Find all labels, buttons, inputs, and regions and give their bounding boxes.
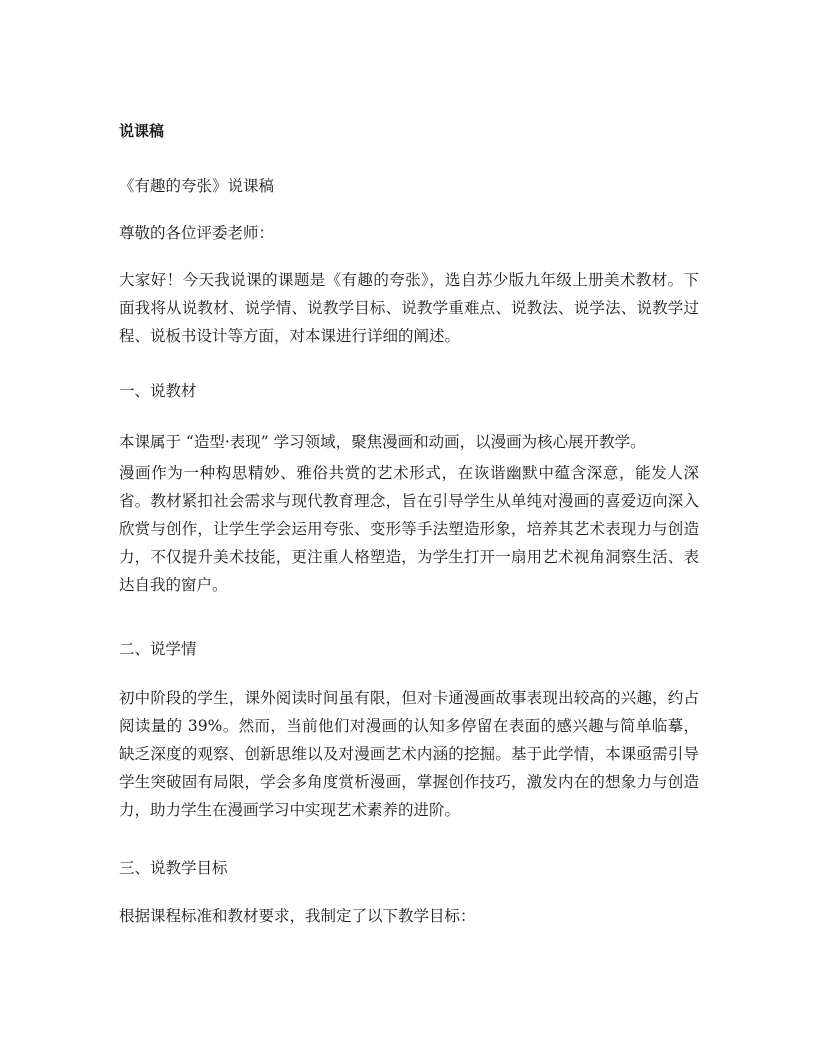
section-students-paragraph: 初中阶段的学生，课外阅读时间虽有限，但对卡通漫画故事表现出较高的兴趣，约占阅读量的 39%。然而，当前他们对漫画的认知多停留在表面的感兴趣与简单临摹，缺乏深度的观察、创新思维以及对漫画艺术内涵的挖掘。基于此学情，本课亟需引导学生突破固有局限，学会多角度赏析漫画，掌握创作技巧，激发内在的想象力与创造力，助力学生在漫画学习中实现艺术素养的进阶。: [119, 689, 699, 819]
greeting: 尊敬的各位评委老师：: [119, 224, 275, 242]
section-objectives-intro: 根据课程标准和教材要求，我制定了以下教学目标：: [119, 907, 476, 925]
document-subtitle: 《有趣的夸张》说课稿: [119, 177, 275, 195]
section-heading-textbook: 一、说教材: [119, 382, 197, 400]
section-heading-students: 二、说学情: [119, 640, 197, 658]
document-title: 说课稿: [119, 122, 165, 140]
section-heading-objectives: 三、说教学目标: [119, 859, 228, 877]
intro-paragraph: 大家好！今天我说课的课题是《有趣的夸张》，选自苏少版九年级上册美术教材。下面我将从说教材、说学情、说教学目标、说教学重难点、说教法、说学法、说教学过程、说板书设计等方面，对本课进行详细的阐述。: [119, 271, 699, 345]
section-textbook-first-line: 本课属于 “造型·表现” 学习领域，聚焦漫画和动画，以漫画为核心展开教学。: [119, 433, 646, 451]
section-textbook-paragraph: 漫画作为一种构思精妙、雅俗共赏的艺术形式，在诙谐幽默中蕴含深意，能发人深省。教材紧扣社会需求与现代教育理念，旨在引导学生从单纯对漫画的喜爱迈向深入欣赏与创作，让学生学会运用夸张、变形等手法塑造形象，培养其艺术表现力与创造力，不仅提升美术技能，更注重人格塑造，为学生打开一扇用艺术视角洞察生活、表达自我的窗户。: [119, 464, 699, 594]
